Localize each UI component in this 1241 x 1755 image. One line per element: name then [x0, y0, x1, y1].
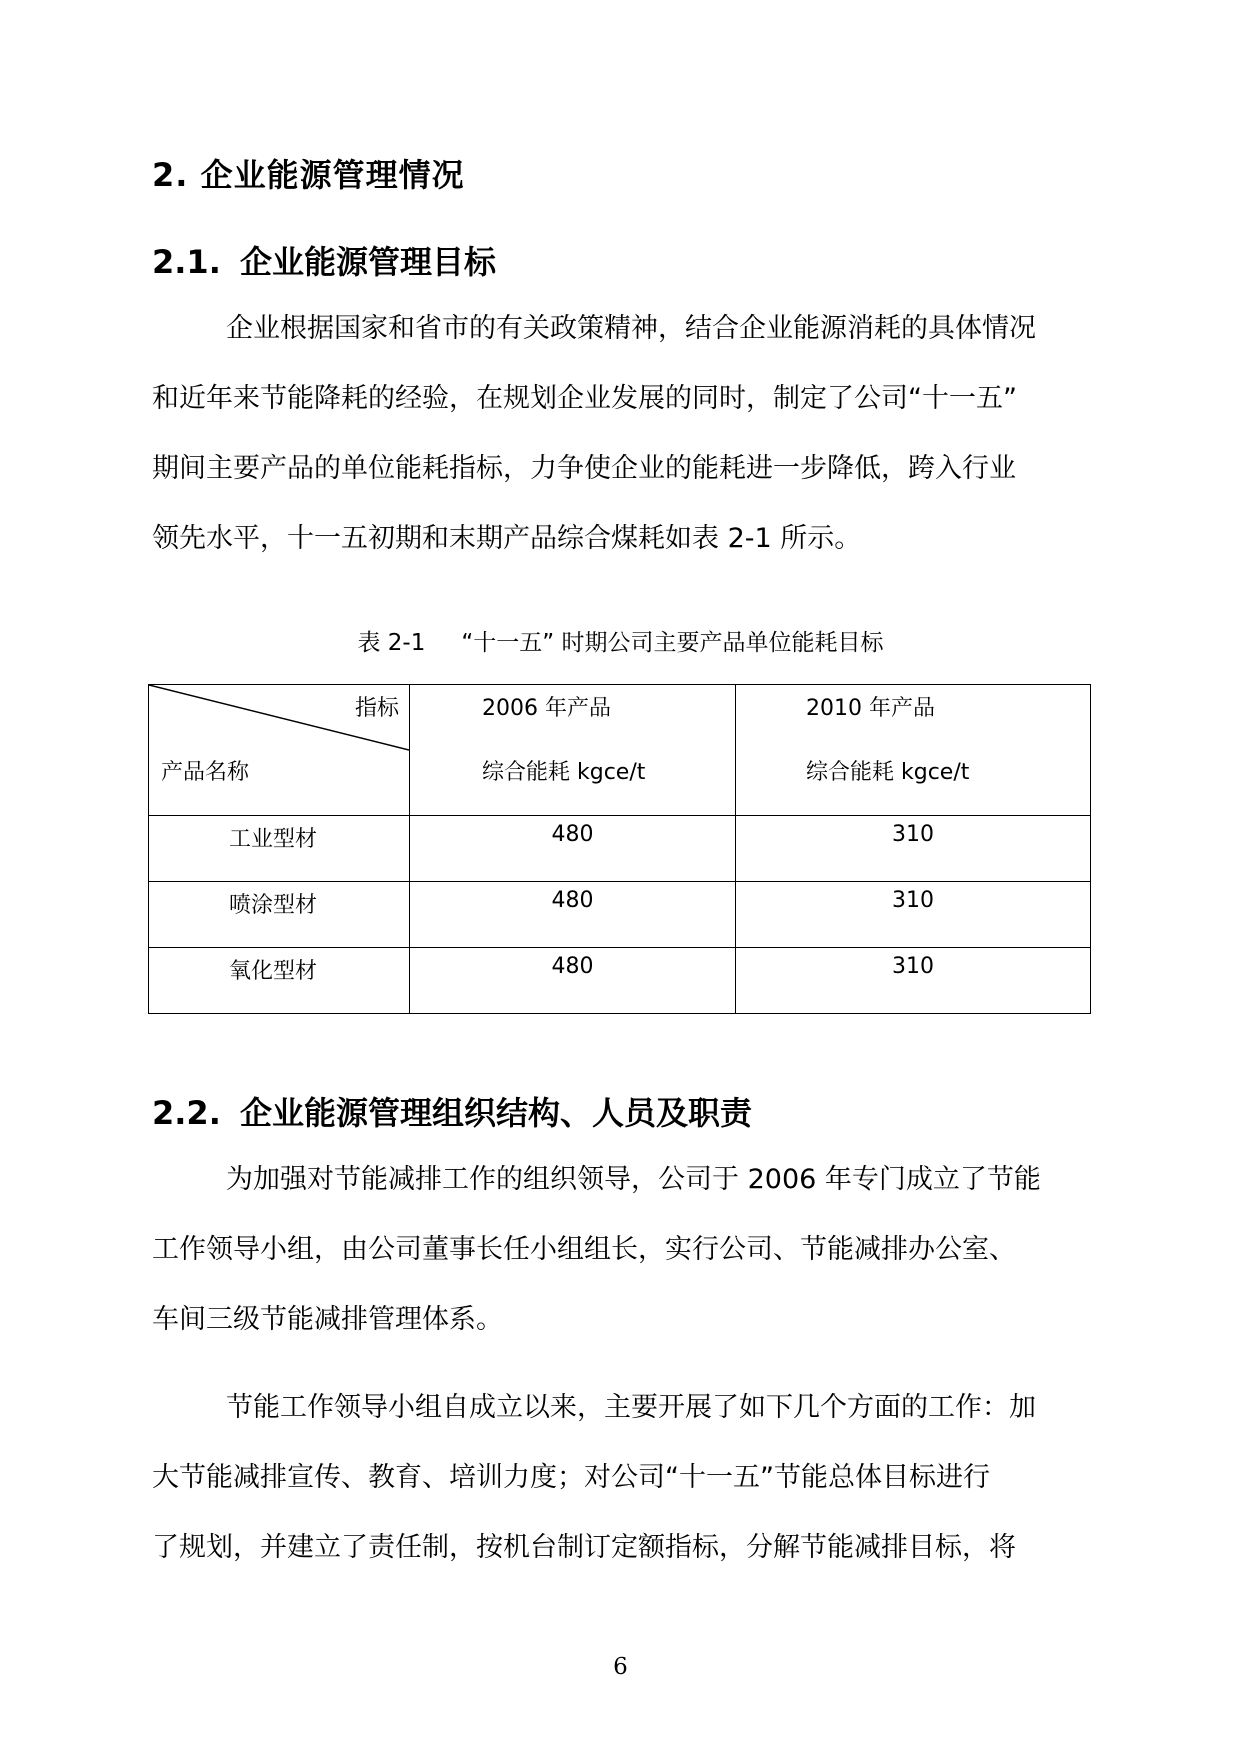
table-caption — [0, 624, 1241, 657]
header-2006-line2: 综合能耗 kgce/t — [482, 760, 646, 785]
subsection-heading-2-1 — [152, 237, 496, 283]
header-2010-line2: 综合能耗 kgce/t — [806, 760, 970, 785]
subsection-title: 企业能源管理目标 — [240, 243, 497, 281]
paragraph-line: 企业根据国家和省市的有关政策精神，结合企业能源消耗的具体情况 — [226, 313, 1036, 344]
paragraph-leadership-work — [152, 1373, 1092, 1583]
table-row — [149, 816, 1091, 882]
paragraph-organization — [152, 1145, 1092, 1355]
table-header-2010 — [736, 685, 1091, 816]
row-product-name: 氧化型材 — [229, 959, 318, 984]
header-2010-line1: 2010 年产品 — [806, 696, 935, 721]
row-value-2010: 310 — [892, 822, 934, 847]
paragraph-line: 工作领导小组，由公司董事长任小组组长，实行公司、节能减排办公室、 — [152, 1234, 1016, 1265]
corner-label-product: 产品名称 — [161, 760, 250, 785]
row-product-name: 工业型材 — [229, 827, 318, 852]
table-header-2006 — [410, 685, 736, 816]
row-value-2010: 310 — [892, 954, 934, 979]
page-number: 6 — [613, 1654, 628, 1680]
row-value-2006: 480 — [551, 954, 594, 979]
subsection-title: 企业能源管理组织结构、人员及职责 — [240, 1094, 753, 1132]
header-2006-line1: 2006 年产品 — [482, 696, 611, 721]
paragraph-line: 了规划，并建立了责任制，按机台制订定额指标，分解节能减排目标，将 — [152, 1532, 1016, 1563]
row-value-2006: 480 — [551, 888, 594, 913]
table-header-corner — [149, 685, 410, 816]
paragraph-line: 领先水平，十一五初期和末期产品综合煤耗如表 2-1 所示。 — [152, 523, 862, 554]
paragraph-energy-targets — [152, 294, 1092, 574]
row-product-name: 喷涂型材 — [229, 893, 318, 918]
subsection-number: 2.2. — [152, 1094, 221, 1132]
section-heading: 2. 企业能源管理情况 — [152, 156, 465, 194]
paragraph-line: 车间三级节能减排管理体系。 — [152, 1304, 503, 1335]
paragraph-line: 大节能减排宣传、教育、培训力度；对公司“十一五”节能总体目标进行 — [152, 1462, 990, 1493]
table-row — [149, 882, 1091, 948]
subsection-number: 2.1. — [152, 243, 221, 281]
paragraph-line: 为加强对节能减排工作的组织领导，公司于 2006 年专门成立了节能 — [226, 1164, 1041, 1195]
paragraph-line: 期间主要产品的单位能耗指标，力争使企业的能耗进一步降低，跨入行业 — [152, 453, 1016, 484]
row-value-2006: 480 — [551, 822, 594, 847]
table-row — [149, 948, 1091, 1014]
row-value-2010: 310 — [892, 888, 934, 913]
subsection-heading-2-2 — [152, 1088, 752, 1134]
table-caption-number: 表 2-1 — [357, 630, 426, 656]
table-caption-title: “十一五” 时期公司主要产品单位能耗目标 — [461, 630, 884, 656]
paragraph-line: 和近年来节能降耗的经验，在规划企业发展的同时，制定了公司“十一五” — [152, 383, 1017, 414]
table-header-row — [149, 685, 1091, 816]
corner-label-indicator: 指标 — [354, 696, 399, 721]
energy-target-table — [148, 684, 1091, 1014]
paragraph-line: 节能工作领导小组自成立以来，主要开展了如下几个方面的工作：加 — [226, 1392, 1036, 1423]
